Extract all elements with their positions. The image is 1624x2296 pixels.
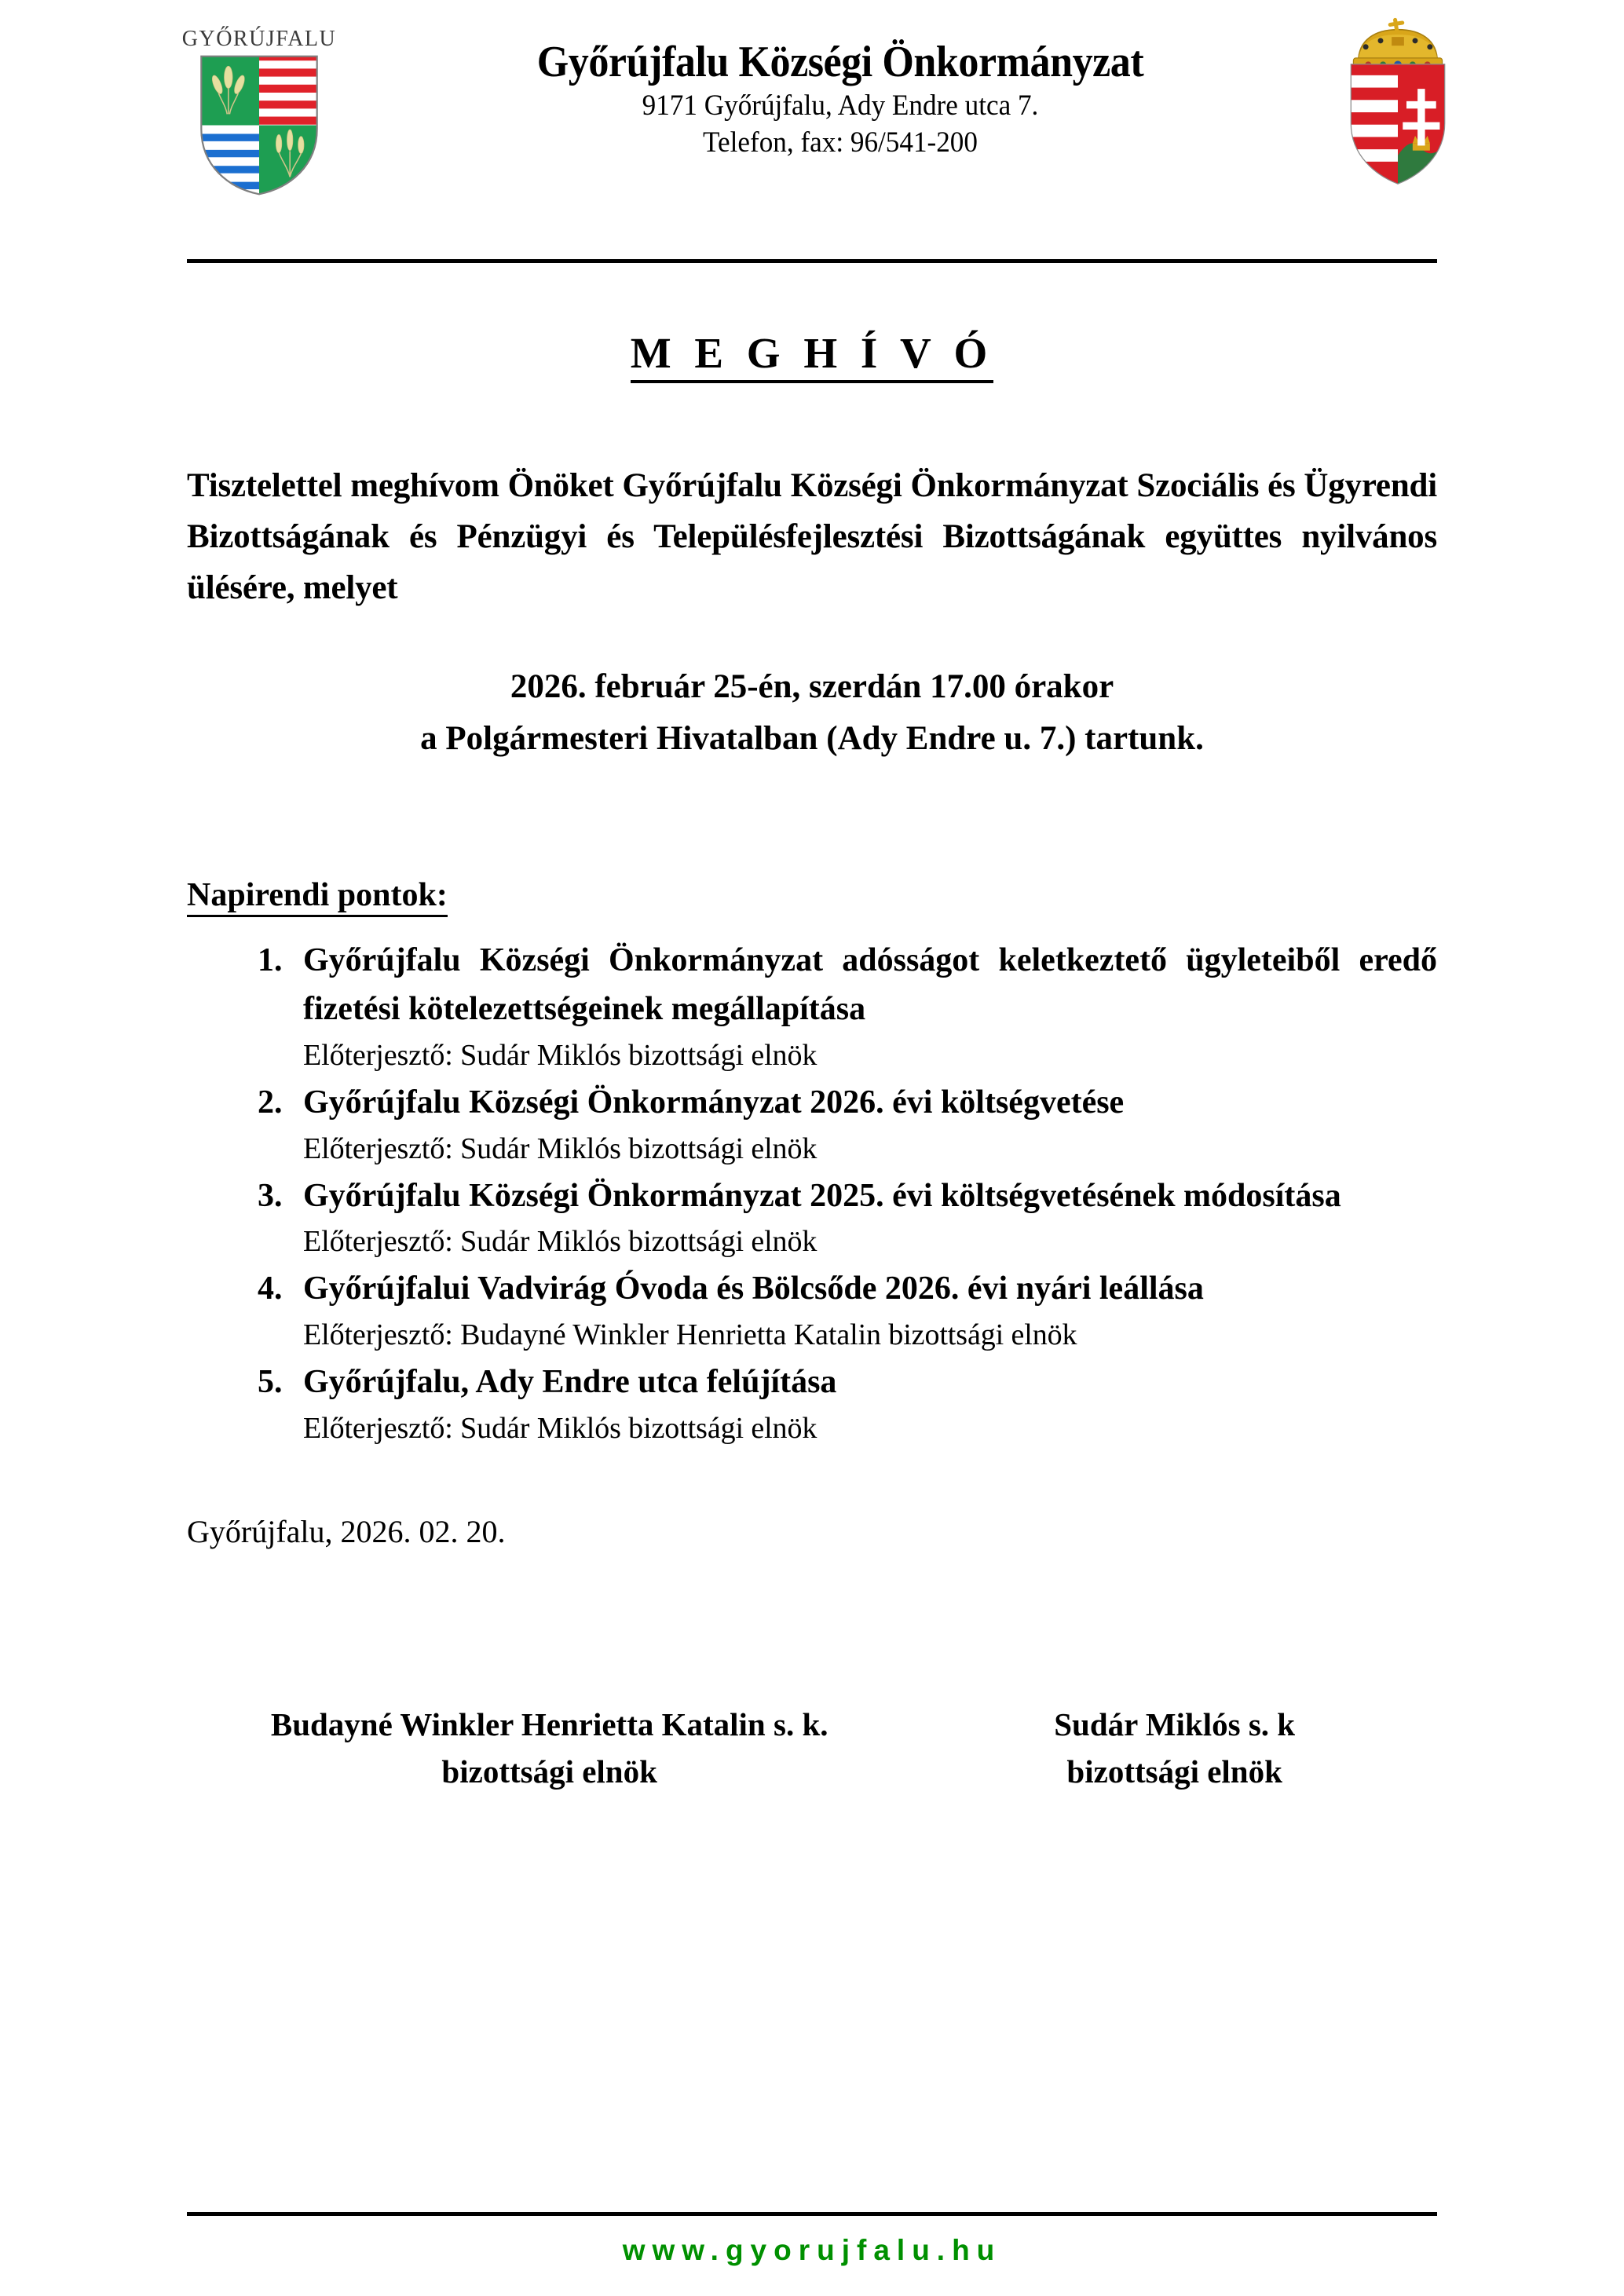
place-and-date: Győrújfalu, 2026. 02. 20. — [187, 1514, 506, 1550]
header-divider — [187, 259, 1437, 263]
agenda-item-presenter: Előterjesztő: Sudár Miklós bizottsági elnök — [303, 1225, 817, 1259]
agenda-item-presenter: Előterjesztő: Sudár Miklós bizottsági elnök — [303, 1132, 817, 1165]
agenda-list — [187, 937, 1437, 1450]
agenda-item-title: 5. Győrújfalu, Ady Endre utca felújítása — [303, 1364, 837, 1401]
letterhead — [0, 0, 1624, 251]
crest-caption: GYŐRÚJFALU — [181, 27, 337, 51]
meeting-datetime: 2026. február 25-én, szerdán 17.00 órakor — [510, 667, 1114, 705]
signature-left-role: bizottsági elnök — [441, 1753, 657, 1790]
page-title: Győrújfalu Községi Önkormányzat — [536, 38, 1144, 86]
agenda-item-title: 1. Győrújfalu Községi Önkormányzat adósságot keletkeztető ügyleteiből eredő fizetési kötelezettségeinek megállapítása — [303, 942, 1437, 1027]
organisation-phone: Telefon, fax: 96/541-200 — [703, 126, 978, 159]
hungary-shield — [1351, 64, 1444, 184]
signature-block — [187, 1702, 1437, 1795]
agenda-heading — [187, 876, 1437, 915]
agenda-item-presenter: Előterjesztő: Sudár Miklós bizottsági elnök — [303, 1038, 817, 1072]
agenda-item-title: 2. Győrújfalu Községi Önkormányzat 2026. évi költségvetése — [303, 1084, 1125, 1121]
gyorujfalu-coat-of-arms-icon — [169, 28, 349, 209]
document-body — [187, 306, 1437, 1795]
organisation-address: 9171 Győrújfalu, Ady Endre utca 7. — [642, 89, 1039, 122]
list-item — [291, 1079, 1437, 1171]
list-item — [291, 1172, 1437, 1264]
hungary-coat-of-arms-icon — [1335, 17, 1461, 190]
agenda-item-presenter: Előterjesztő: Sudár Miklós bizottsági elnök — [303, 1412, 817, 1446]
signature-right-name: Sudár Miklós s. k — [1054, 1706, 1296, 1743]
document-title — [187, 330, 1437, 378]
invitation-paragraph: Tisztelettel meghívom Önöket Győrújfalu Községi Önkormányzat Szociális és Ügyrendi Bizottságának és Pénzügyi és Településfejlesztési Bizottságának együttes nyilvános ülésére, melyet — [187, 466, 1437, 607]
hungary-crest-svg — [1335, 17, 1461, 190]
footer-divider — [187, 2212, 1437, 2216]
meeting-venue: a Polgármesteri Hivatalban (Ady Endre u. 7.) tartunk. — [420, 720, 1204, 758]
list-item — [291, 937, 1437, 1077]
agenda-heading-text: Napirendi pontok: — [187, 877, 448, 917]
document-title-text: M E G H Í V Ó — [631, 329, 994, 383]
signature-left-name: Budayné Winkler Henrietta Katalin s. k. — [270, 1706, 828, 1743]
website-url[interactable]: www.gyorujfalu.hu — [622, 2234, 1002, 2266]
list-item — [291, 1265, 1437, 1357]
signature-right — [912, 1702, 1437, 1795]
meeting-details — [187, 661, 1437, 766]
signature-left — [187, 1702, 912, 1795]
signature-right-role: bizottsági elnök — [1066, 1753, 1282, 1790]
agenda-item-presenter: Előterjesztő: Budayné Winkler Henrietta Katalin bizottsági elnök — [303, 1318, 1077, 1352]
crest-shield-svg — [197, 53, 321, 198]
crest-shield — [197, 53, 321, 198]
agenda-item-title: 4. Győrújfalui Vadvirág Óvoda és Bölcsőde 2026. évi nyári leállása — [303, 1270, 1204, 1307]
agenda-item-title: 3. Győrújfalu Községi Önkormányzat 2025. évi költségvetésének módosítása — [303, 1177, 1341, 1214]
holy-crown — [1353, 19, 1442, 71]
organisation-block — [353, 38, 1327, 161]
list-item — [291, 1358, 1437, 1450]
